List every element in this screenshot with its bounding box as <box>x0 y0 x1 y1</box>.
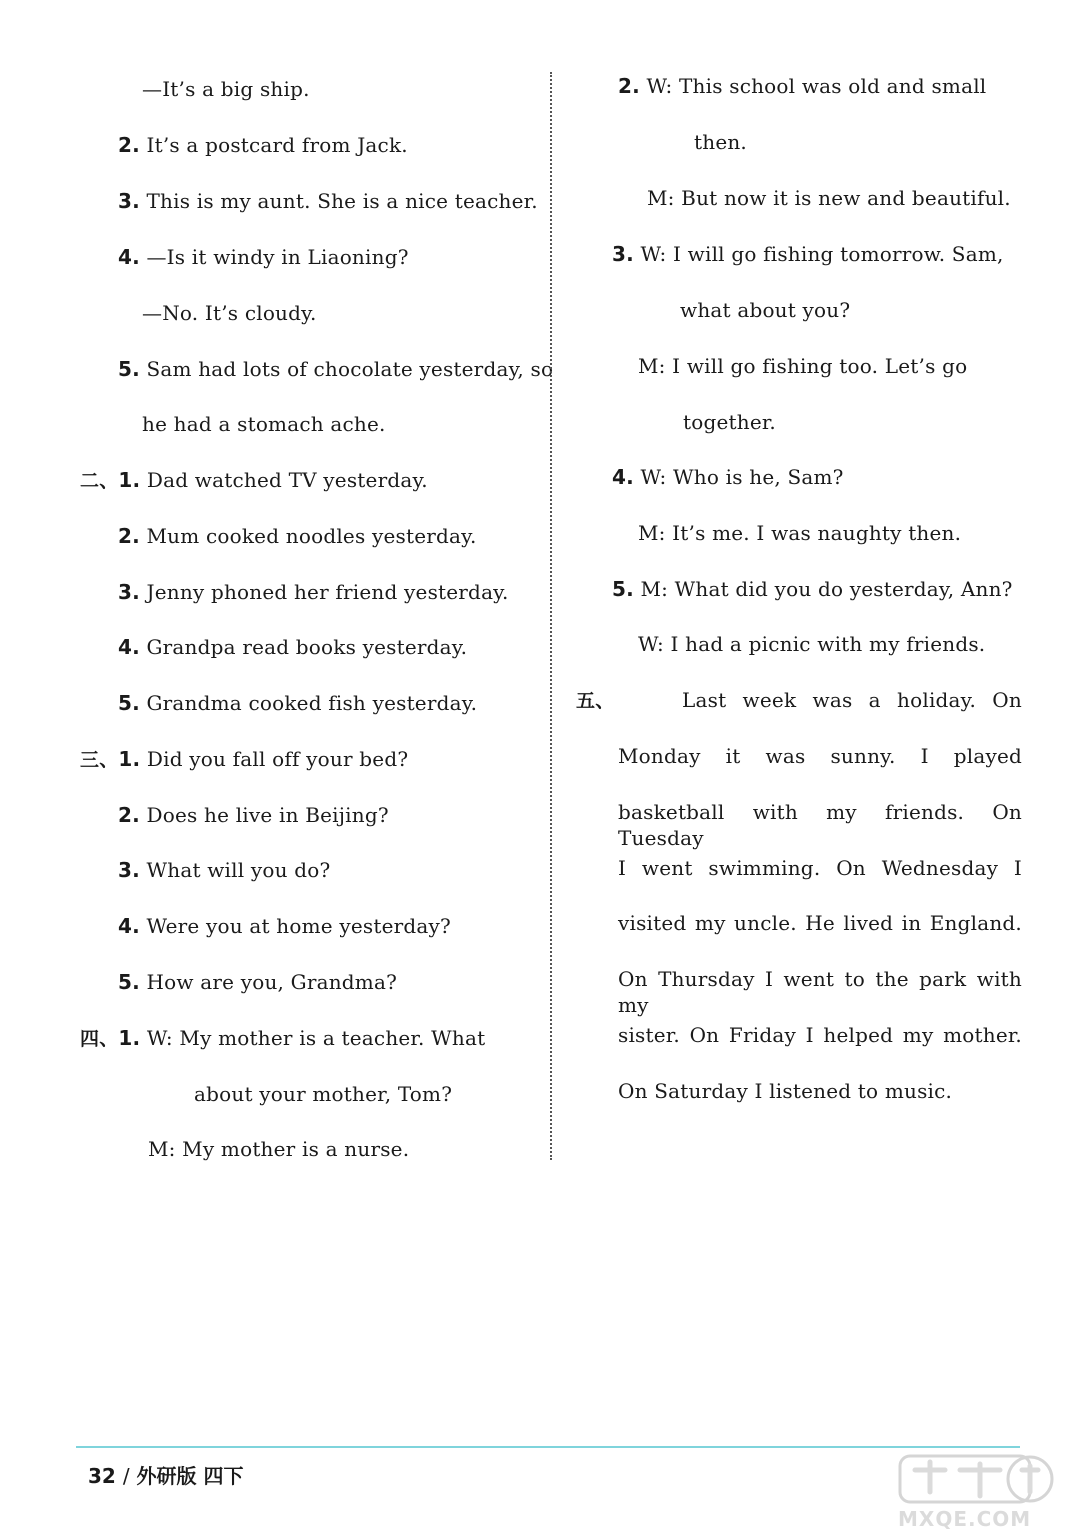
answer-line <box>118 913 451 939</box>
answer-line <box>142 76 310 102</box>
question-number: 3. <box>612 242 634 266</box>
question-number: 2. <box>118 133 140 157</box>
answer-text: M: But now it is new and beautiful. <box>647 186 1011 210</box>
answer-line <box>618 73 986 99</box>
question-number: 1. <box>118 747 141 771</box>
answer-text: Sam had lots of chocolate yesterday, so <box>146 357 554 381</box>
column-divider <box>550 72 552 1160</box>
answer-line <box>638 520 961 546</box>
question-number: 4. <box>118 914 140 938</box>
answer-line <box>142 411 386 437</box>
answer-text: This is my aunt. She is a nice teacher. <box>146 189 538 213</box>
answer-text: together. <box>683 410 776 434</box>
footer-rule <box>76 1446 1020 1448</box>
answer-line <box>680 297 850 323</box>
answer-line <box>148 1136 409 1162</box>
answer-text: Jenny phoned her friend yesterday. <box>146 580 509 604</box>
answer-text: How are you, Grandma? <box>146 970 398 994</box>
answer-line <box>118 523 477 549</box>
answer-text: —It’s a big ship. <box>142 77 310 101</box>
answer-text: Does he live in Beijing? <box>146 803 389 827</box>
answer-line <box>638 631 985 657</box>
answer-line <box>612 241 1004 267</box>
answer-text: M: What did you do yesterday, Ann? <box>640 577 1013 601</box>
answer-text: W: This school was old and small <box>646 74 987 98</box>
answer-text: —No. It’s cloudy. <box>142 301 317 325</box>
answer-text: what about you? <box>680 298 851 322</box>
paragraph-line <box>682 687 1022 713</box>
paragraph-line <box>618 855 1022 881</box>
paragraph-text: basketball with my friends. On Tuesday <box>618 800 1022 850</box>
answer-text: about your mother, Tom? <box>194 1082 453 1106</box>
answer-line <box>118 690 477 716</box>
answer-text: W: I had a picnic with my friends. <box>638 632 986 656</box>
question-number: 5. <box>118 970 140 994</box>
grade-label: 四下 <box>203 1464 244 1488</box>
paragraph-text: visited my uncle. He lived in England. <box>618 911 1022 935</box>
answer-text: Dad watched TV yesterday. <box>146 468 428 492</box>
answer-text: Mum cooked noodles yesterday. <box>146 524 477 548</box>
paragraph-text: On Saturday I listened to music. <box>618 1079 953 1103</box>
answer-text: It’s a postcard from Jack. <box>146 133 408 157</box>
section-marker: 二、 <box>80 470 119 492</box>
answer-text: W: My mother is a teacher. What <box>146 1026 486 1050</box>
question-number: 2. <box>118 803 140 827</box>
paragraph-line <box>618 1022 1022 1048</box>
answer-line <box>118 969 397 995</box>
question-number: 4. <box>118 635 140 659</box>
question-number: 4. <box>612 465 634 489</box>
paragraph-line <box>618 743 1022 769</box>
paragraph-text: I went swimming. On Wednesday I <box>618 856 1022 880</box>
question-number: 5. <box>118 691 140 715</box>
section-marker: 五、 <box>576 690 615 712</box>
paragraph-line <box>618 1078 952 1104</box>
paragraph-line <box>618 966 1022 1018</box>
watermark-site-text: MXQE.COM <box>898 1507 1032 1531</box>
question-number: 5. <box>612 577 634 601</box>
answer-text: Did you fall off your bed? <box>146 747 409 771</box>
answer-line <box>118 132 408 158</box>
answer-text: he had a stomach ache. <box>142 412 386 436</box>
paragraph-text: Last week was a holiday. On <box>682 688 1022 712</box>
edition-label: 外研版 <box>136 1464 197 1488</box>
answer-text: What will you do? <box>146 858 331 882</box>
question-number: 3. <box>118 189 140 213</box>
question-number: 2. <box>618 74 640 98</box>
question-number: 1. <box>118 468 141 492</box>
answer-text: M: It’s me. I was naughty then. <box>638 521 962 545</box>
question-number: 5. <box>118 357 140 381</box>
answer-line <box>118 579 509 605</box>
page-number: 32 <box>88 1464 116 1488</box>
answer-text: Were you at home yesterday? <box>146 914 451 938</box>
answer-text: M: I will go fishing too. Let’s go <box>638 354 968 378</box>
answer-line <box>142 300 317 326</box>
answer-line <box>683 409 776 435</box>
answer-line <box>80 1025 485 1052</box>
section-marker: 四、 <box>80 1028 119 1050</box>
answer-line <box>118 188 538 214</box>
answer-line <box>118 244 409 270</box>
section-marker: 三、 <box>80 749 119 771</box>
paragraph-text: sister. On Friday I helped my mother. <box>618 1023 1022 1047</box>
answer-text: Grandpa read books yesterday. <box>146 635 468 659</box>
answer-line <box>80 746 408 773</box>
answer-line <box>118 356 553 382</box>
answer-line <box>612 464 844 490</box>
answer-text: M: My mother is a nurse. <box>148 1137 410 1161</box>
answer-text: W: I will go fishing tomorrow. Sam, <box>640 242 1004 266</box>
question-number: 3. <box>118 580 140 604</box>
answer-text: W: Who is he, Sam? <box>640 465 844 489</box>
answer-text: —Is it windy in Liaoning? <box>146 245 409 269</box>
answer-line <box>118 802 389 828</box>
footer-separator: / <box>122 1464 130 1488</box>
question-number: 2. <box>118 524 140 548</box>
answer-line <box>194 1081 452 1107</box>
paragraph-text: On Thursday I went to the park with my <box>618 967 1022 1017</box>
paragraph-text: Monday it was sunny. I played <box>618 744 1022 768</box>
answer-line <box>118 857 330 883</box>
answer-line <box>647 185 1011 211</box>
answer-line <box>638 353 967 379</box>
page-footer <box>88 1460 244 1489</box>
answer-line <box>694 129 747 155</box>
paragraph-line <box>618 910 1022 936</box>
paragraph-line <box>618 799 1022 851</box>
answer-line <box>118 634 467 660</box>
answer-text: Grandma cooked fish yesterday. <box>146 691 478 715</box>
watermark-logo-icon <box>880 1452 1060 1532</box>
answer-line <box>576 687 614 714</box>
answer-line <box>612 576 1013 602</box>
answer-line <box>80 467 428 494</box>
answer-text: then. <box>694 130 747 154</box>
question-number: 4. <box>118 245 140 269</box>
question-number: 3. <box>118 858 140 882</box>
question-number: 1. <box>118 1026 141 1050</box>
